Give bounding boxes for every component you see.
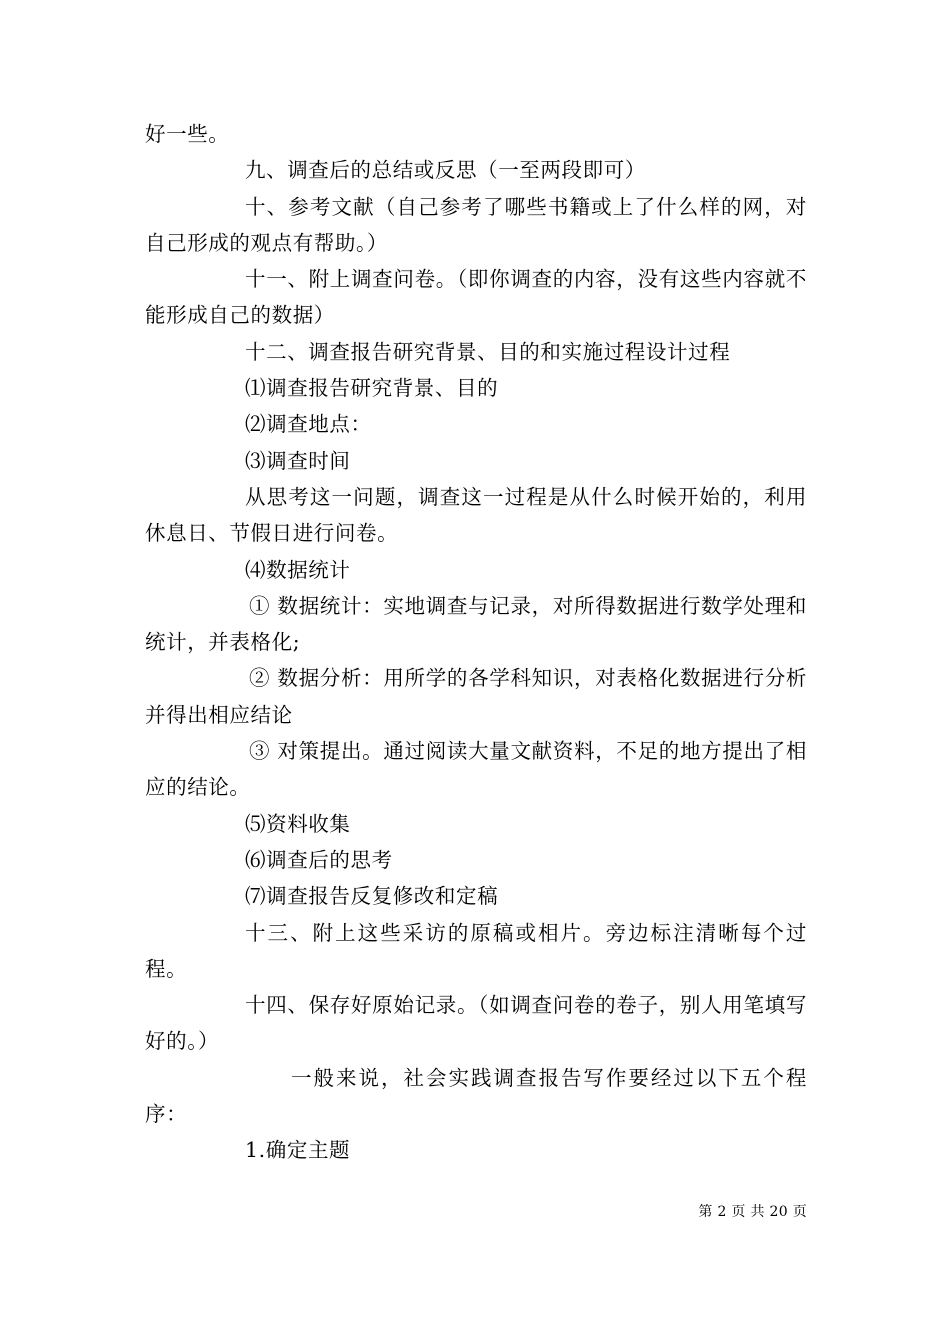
list-item-6: ⑹调查后的思考	[245, 847, 393, 872]
section-9-heading: 九、调查后的总结或反思（一至两段即可）	[245, 158, 646, 183]
section-13-heading: 十三、附上这些采访的原稿或相片。旁边标注清晰每个过程。	[145, 920, 807, 981]
list-item-3: ⑶调查时间	[245, 448, 351, 473]
list-item-3-detail: 从思考这一问题，调查这一过程是从什么时候开始的，利用休息日、节假日进行问卷。	[145, 484, 807, 546]
list-item-7: ⑺调查报告反复修改和定稿	[245, 884, 499, 909]
section-11-heading: 十一、附上调查问卷。（即你调查的内容，没有这些内容就不能形成自己的数据）	[145, 267, 807, 328]
procedure-step-1: 1.确定主题	[245, 1138, 351, 1163]
sub-item-1: ① 数据统计：实地调查与记录，对所得数据进行数学处理和统计，并表格化;	[145, 593, 807, 655]
list-item-5: ⑸资料收集	[245, 811, 351, 836]
list-item-4: ⑷数据统计	[245, 557, 351, 582]
list-item-1: ⑴调查报告研究背景、目的	[245, 376, 499, 401]
sub-item-3: ③ 对策提出。通过阅读大量文献资料，不足的地方提出了相应的结论。	[145, 739, 807, 800]
section-12-heading: 十二、调查报告研究背景、目的和实施过程设计过程	[245, 339, 731, 364]
sub-item-2: ② 数据分析：用所学的各学科知识，对表格化数据进行分析并得出相应结论	[145, 666, 807, 727]
page-number-footer: 第 2 页 共 20 页	[698, 1204, 807, 1220]
paragraph-continuation: 好一些。	[145, 122, 230, 146]
document-body	[145, 116, 807, 1169]
section-14-heading: 十四、保存好原始记录。（如调查问卷的卷子，别人用笔填写好的。）	[145, 993, 807, 1054]
list-item-2: ⑵调查地点：	[245, 412, 372, 437]
section-10-heading: 十、参考文献（自己参考了哪些书籍或上了什么样的网，对自己形成的观点有帮助。）	[145, 194, 807, 255]
procedure-intro: 一般来说，社会实践调查报告写作要经过以下五个程序：	[145, 1065, 807, 1127]
